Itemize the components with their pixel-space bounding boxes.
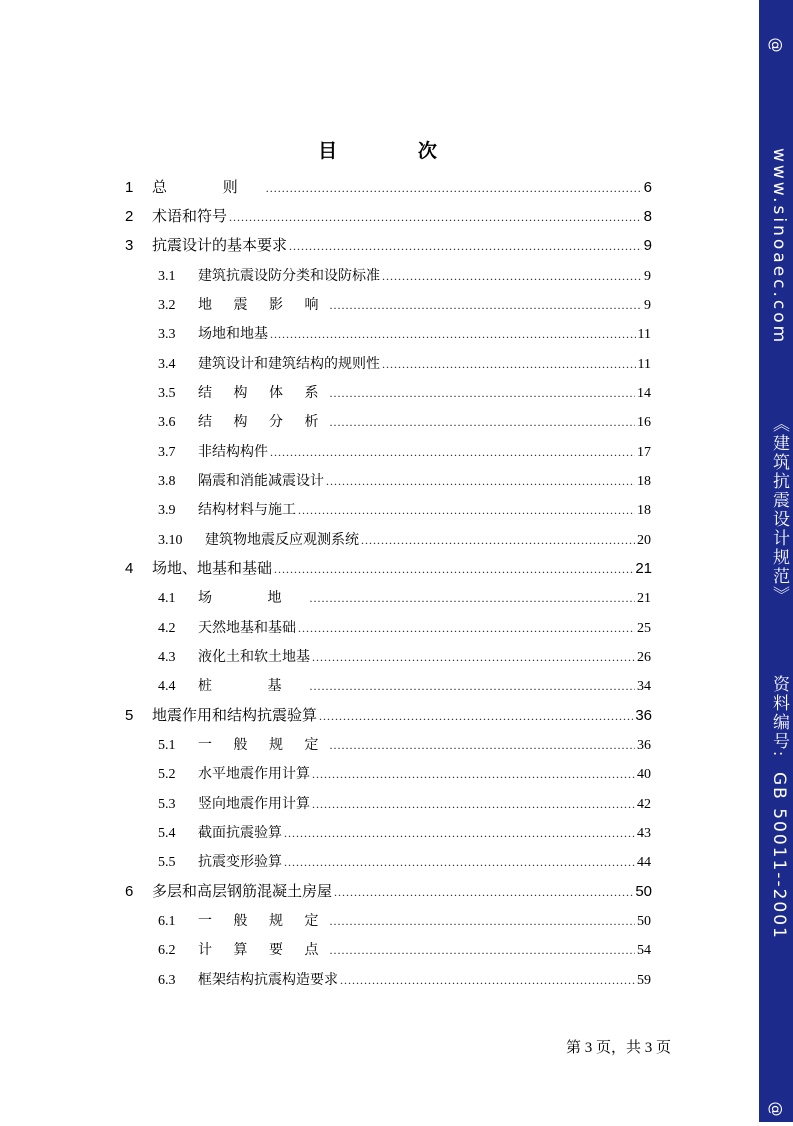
leader-dots bbox=[330, 909, 636, 933]
leader-dots bbox=[312, 645, 635, 669]
toc-entry-number: 4.4 bbox=[158, 679, 176, 694]
toc-entry-page: 11 bbox=[637, 357, 651, 372]
toc-entry-title: 计 算 要 点 bbox=[198, 943, 328, 958]
toc-entry-page: 16 bbox=[637, 415, 651, 430]
side-watermark-band bbox=[759, 0, 793, 1122]
leader-dots bbox=[310, 586, 636, 610]
at-symbol-top: @ bbox=[767, 37, 785, 53]
toc-entry[interactable] bbox=[158, 616, 651, 640]
toc-entry[interactable] bbox=[158, 528, 651, 552]
leader-dots bbox=[270, 322, 636, 346]
toc-entry[interactable] bbox=[125, 176, 652, 200]
toc-entry-title: 截面抗震验算 bbox=[198, 826, 282, 841]
toc-entry[interactable] bbox=[158, 381, 651, 405]
toc-entry[interactable] bbox=[158, 264, 651, 288]
toc-entry-number: 3.4 bbox=[158, 357, 176, 372]
leader-dots bbox=[270, 440, 635, 464]
toc-entry[interactable] bbox=[158, 762, 651, 786]
toc-entry[interactable] bbox=[158, 322, 651, 346]
toc-entry-page: 11 bbox=[637, 327, 651, 342]
side-book-title: 《建筑抗震设计规范》 bbox=[770, 415, 789, 606]
leader-dots bbox=[284, 850, 635, 874]
toc-entry-title: 建筑抗震设防分类和设防标准 bbox=[198, 269, 380, 284]
toc-entry-title: 桩 基 bbox=[198, 679, 308, 694]
toc-entry-page: 9 bbox=[644, 269, 651, 284]
toc-entry-number: 5.4 bbox=[158, 826, 176, 841]
toc-entry-number: 6 bbox=[125, 883, 134, 900]
leader-dots bbox=[330, 733, 636, 757]
toc-entry-page: 21 bbox=[637, 591, 651, 606]
toc-entry-number: 6.2 bbox=[158, 943, 176, 958]
toc-entry[interactable] bbox=[158, 498, 651, 522]
leader-dots bbox=[284, 821, 635, 845]
leader-dots bbox=[382, 264, 642, 288]
toc-entry[interactable] bbox=[158, 938, 651, 962]
toc-entry-number: 3 bbox=[125, 237, 134, 254]
toc-entry-number: 3.9 bbox=[158, 503, 176, 518]
toc-entry-number: 3.6 bbox=[158, 415, 176, 430]
side-url: www.sinoaec.com bbox=[769, 148, 789, 346]
toc-entry[interactable] bbox=[125, 880, 652, 904]
toc-entry-page: 36 bbox=[635, 707, 652, 724]
toc-entry-title: 场地、地基和基础 bbox=[152, 561, 273, 577]
toc-entry-page: 36 bbox=[637, 738, 651, 753]
toc-entry-title: 术语和符号 bbox=[152, 209, 228, 225]
toc-entry[interactable] bbox=[158, 909, 651, 933]
toc-entry-page: 50 bbox=[635, 883, 652, 900]
toc-entry-page: 59 bbox=[637, 973, 651, 988]
toc-entry[interactable] bbox=[125, 205, 652, 229]
leader-dots bbox=[312, 792, 635, 816]
toc-entry-title: 总 则 bbox=[152, 180, 264, 196]
toc-entry-page: 54 bbox=[637, 943, 651, 958]
leader-dots bbox=[312, 762, 635, 786]
leader-dots bbox=[361, 528, 635, 552]
toc-entry-page: 8 bbox=[643, 208, 652, 225]
toc-entry[interactable] bbox=[158, 410, 651, 434]
toc-entry-title: 结 构 分 析 bbox=[198, 415, 328, 430]
toc-entry[interactable] bbox=[158, 586, 651, 610]
toc-entry-page: 40 bbox=[637, 767, 651, 782]
leader-dots bbox=[319, 704, 633, 728]
toc-entry-number: 3.5 bbox=[158, 386, 176, 401]
leader-dots bbox=[334, 880, 633, 904]
toc-entry[interactable] bbox=[125, 704, 652, 728]
leader-dots bbox=[330, 293, 643, 317]
toc-entry[interactable] bbox=[125, 234, 652, 258]
leader-dots bbox=[340, 968, 635, 992]
toc-entry-page: 14 bbox=[637, 386, 651, 401]
toc-entry-page: 6 bbox=[643, 179, 652, 196]
toc-entry-page: 9 bbox=[644, 298, 651, 313]
side-code: GB 50011--2001 bbox=[769, 771, 789, 940]
toc-entry-title: 结构材料与施工 bbox=[198, 503, 296, 518]
toc-entry-title: 天然地基和基础 bbox=[198, 621, 296, 636]
toc-entry-number: 3.7 bbox=[158, 445, 176, 460]
toc-entry-page: 50 bbox=[637, 914, 651, 929]
toc-entry-title: 地震作用和结构抗震验算 bbox=[152, 708, 318, 724]
toc-entry-number: 5.1 bbox=[158, 738, 176, 753]
toc-entry-number: 6.3 bbox=[158, 973, 176, 988]
toc-entry-page: 20 bbox=[637, 533, 651, 548]
toc-entry-page: 26 bbox=[637, 650, 651, 665]
toc-entry-number: 4.2 bbox=[158, 621, 176, 636]
toc-entry-title: 抗震设计的基本要求 bbox=[152, 238, 288, 254]
toc-entry-number: 3.3 bbox=[158, 327, 176, 342]
leader-dots bbox=[289, 234, 642, 258]
leader-dots bbox=[330, 938, 636, 962]
toc-entry-number: 4 bbox=[125, 560, 134, 577]
side-code-label: 资料编号: bbox=[770, 675, 789, 758]
toc-entry-title: 建筑物地震反应观测系统 bbox=[205, 533, 359, 548]
toc-entry-title: 场 地 bbox=[198, 591, 308, 606]
toc-entry-title: 多层和高层钢筋混凝土房屋 bbox=[152, 884, 333, 900]
toc-entry-title: 非结构构件 bbox=[198, 445, 268, 460]
toc-entry[interactable] bbox=[158, 440, 651, 464]
toc-entry[interactable] bbox=[158, 968, 651, 992]
toc-entry[interactable] bbox=[158, 352, 651, 376]
toc-entry-number: 3.10 bbox=[158, 533, 183, 548]
toc-entry-number: 4.1 bbox=[158, 591, 176, 606]
toc-entry-title: 框架结构抗震构造要求 bbox=[198, 973, 338, 988]
toc-entry-title: 场地和地基 bbox=[198, 327, 268, 342]
toc-entry[interactable] bbox=[158, 850, 651, 874]
toc-entry-page: 34 bbox=[637, 679, 651, 694]
page-footer: 第 3 页，共 3 页 bbox=[566, 1040, 672, 1056]
leader-dots bbox=[298, 616, 635, 640]
toc-entry-title: 液化土和软土地基 bbox=[198, 650, 310, 665]
toc-entry-number: 5.5 bbox=[158, 855, 176, 870]
toc-entry[interactable] bbox=[158, 733, 651, 757]
toc-title: 目 次 bbox=[318, 141, 475, 162]
toc-entry-title: 抗震变形验算 bbox=[198, 855, 282, 870]
toc-entry[interactable] bbox=[158, 469, 651, 493]
toc-entry-page: 44 bbox=[637, 855, 651, 870]
toc-entry[interactable] bbox=[158, 293, 651, 317]
toc-entry-title: 水平地震作用计算 bbox=[198, 767, 310, 782]
toc-entry-page: 43 bbox=[637, 826, 651, 841]
toc-entry-number: 3.1 bbox=[158, 269, 176, 284]
toc-entry[interactable] bbox=[125, 557, 652, 581]
leader-dots bbox=[229, 205, 642, 229]
leader-dots bbox=[310, 674, 636, 698]
toc-entry-number: 2 bbox=[125, 208, 134, 225]
toc-entry-title: 建筑设计和建筑结构的规则性 bbox=[198, 357, 380, 372]
toc-entry-title: 地 震 影 响 bbox=[198, 298, 328, 313]
toc-entry-number: 5.3 bbox=[158, 797, 176, 812]
toc-entry-number: 1 bbox=[125, 179, 134, 196]
at-symbol-bottom: @ bbox=[767, 1101, 785, 1117]
leader-dots bbox=[330, 410, 636, 434]
toc-entry-number: 3.2 bbox=[158, 298, 176, 313]
leader-dots bbox=[266, 176, 642, 200]
toc-entry-page: 18 bbox=[637, 474, 651, 489]
toc-entry[interactable] bbox=[158, 645, 651, 669]
side-vertical-text bbox=[767, 148, 792, 940]
toc-entry[interactable] bbox=[158, 821, 651, 845]
toc-entry-page: 17 bbox=[637, 445, 651, 460]
toc-entry-page: 18 bbox=[637, 503, 651, 518]
toc-entry-title: 结 构 体 系 bbox=[198, 386, 328, 401]
toc-entry-page: 21 bbox=[635, 560, 652, 577]
toc-entry-number: 5.2 bbox=[158, 767, 176, 782]
toc-entry-page: 9 bbox=[643, 237, 652, 254]
toc-entry[interactable] bbox=[158, 792, 651, 816]
toc-entry-number: 5 bbox=[125, 707, 134, 724]
leader-dots bbox=[326, 469, 635, 493]
leader-dots bbox=[330, 381, 636, 405]
leader-dots bbox=[298, 498, 635, 522]
toc-entry-number: 6.1 bbox=[158, 914, 176, 929]
toc-entry-title: 一 般 规 定 bbox=[198, 738, 328, 753]
toc-entry-page: 42 bbox=[637, 797, 651, 812]
toc-entry-number: 4.3 bbox=[158, 650, 176, 665]
leader-dots bbox=[274, 557, 633, 581]
toc-entry-page: 25 bbox=[637, 621, 651, 636]
leader-dots bbox=[382, 352, 636, 376]
toc-entry[interactable] bbox=[158, 674, 651, 698]
toc-entry-title: 隔震和消能减震设计 bbox=[198, 474, 324, 489]
toc-entry-number: 3.8 bbox=[158, 474, 176, 489]
toc-entry-title: 一 般 规 定 bbox=[198, 914, 328, 929]
toc-entry-title: 竖向地震作用计算 bbox=[198, 797, 310, 812]
